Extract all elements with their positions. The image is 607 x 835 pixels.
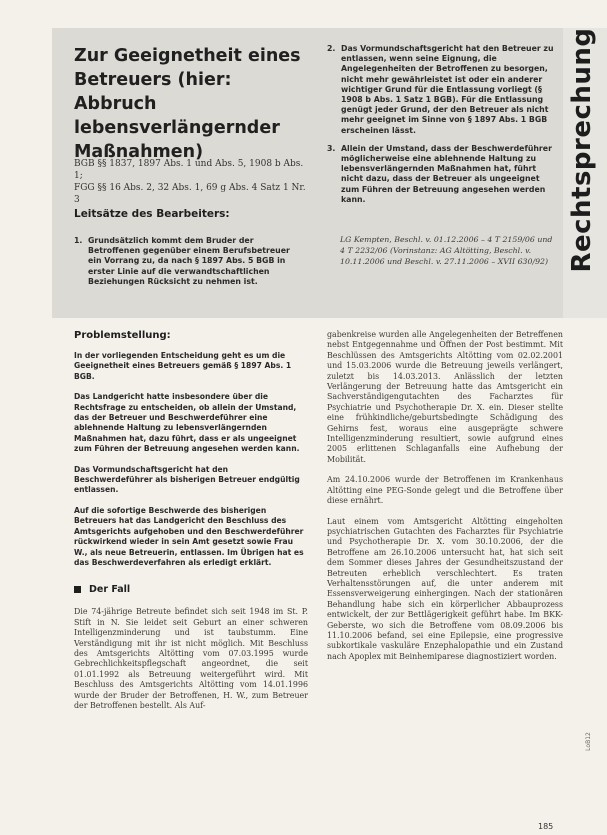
title-line: Maßnahmen) <box>74 142 204 162</box>
fall-paragraph: gabenkreise wurden alle Angelegenheiten der Betreffenen nebst Entgegennahme und Öffnen der Post bestimmt. Mit Beschlüssen des Amtsgerichts Altötting vom 02.02.2001 und 15.03.2006 wurde die Betreuung jeweils verlängert, zuletzt bis 14.03.2013. Anlässlich der letzten Verlängerung der Betreuung hatte das Amtsgericht ein Sachverständigengutachten des Facharztes für Psychiatrie und Psychotherapie Dr. X. ein. Dieser stellte eine frühkindliche/geburtsbedingte Schädigung des Gehirns fest, woraus eine ausgeprägte schwere Intelligenzminderung resultiert, sowie aufgrund eines 2005 erlittenen Schlaganfalls eine Aufhebung der Mobilität. <box>327 330 563 464</box>
section-heading-text: Der Fall <box>89 584 131 596</box>
law-reference-line: BGB §§ 1837, 1897 Abs. 1 und Abs. 5, 1908 b Abs. 1; <box>74 159 304 181</box>
court-reference: LG Kempten, Beschl. v. 01.12.2006 – 4 T 2159/06 und 4 T 2232/06 (Vorinstanz: AG Altötting, Beschl. v. 10.11.2006 und Beschl. v. 27.11.2006 – XVII 630/92) <box>340 235 553 266</box>
leitsatz-text: Das Vormundschaftsgericht hat den Betreuer zu entlassen, wenn seine Eignung, die Angelegenheiten der Betroffenen zu besorgen, nicht mehr gewährleistet ist oder ein anderer wichtiger Grund für die Entlassung vorliegt (§ 1908 b Abs. 1 Satz 1 BGB). Für die Entlassung genügt jeder Grund, der den Betreuer als nicht mehr geeignet im Sinne von § 1897 Abs. 1 BGB erscheinen lässt. <box>341 44 554 135</box>
title-line: Zur Geeignetheit eines <box>74 46 301 66</box>
problemstellung-heading: Problemstellung: <box>74 330 171 341</box>
leitsaetze-right <box>327 44 555 213</box>
leitsatz-number: 1. <box>74 236 83 245</box>
fall-paragraph: Am 24.10.2006 wurde der Betroffenen im Krankenhaus Altötting eine PEG-Sonde gelegt und die Betroffene über diese ernährt. <box>327 475 563 506</box>
problemstellung-paragraph: Auf die sofortige Beschwerde des bisherigen Betreuers hat das Landgericht den Beschluss des Amtsgerichts aufgehoben und den Beschwerdeführer rückwirkend wieder in sein Amt gesetzt sowie Frau W., als neue Betreuerin, entlassen. Im Übrigen hat es das Beschwerdeverfahren als erledigt erklärt. <box>74 505 304 567</box>
problemstellung-paragraph: In der vorliegenden Entscheidung geht es um die Geeignetheit eines Betreuers gemäß § 1897 Abs. 1 BGB. <box>74 351 292 381</box>
body-column-left <box>74 330 308 721</box>
article-title <box>74 44 314 164</box>
leitsatz-number: 2. <box>327 44 336 53</box>
fall-paragraph: Laut einem vom Amtsgericht Altötting eingeholten psychiatrischen Gutachten des Facharztes für Psychiatrie und Psychotherapie Dr. X. vom 30.10.2006, der die Betroffene am 26.10.2006 untersucht hat, hat sich seit dem Sommer dieses Jahres der Gesundheitszustand der Betreuten erheblich verschlechtert. Es traten Verhaltensstörungen auf, die unter anderem mit Essensverweigerung einhergingen. Nach der stationären Behandlung habe sich ein körperlicher Abbauprozess entwickelt, der zur Bettlägerigkeit geführt habe. Im BKK-Geberste, wo sich die Betroffene vom 08.09.2006 bis 11.10.2006 befand, sei eine Epilepsie, eine progressive subkortikale vaskuläre Enzephalopathie und ein Zustand nach Apoplex mit Beinhemiparese diagnostiziert worden. <box>327 516 563 661</box>
square-bullet-icon <box>74 586 81 593</box>
leitsatz-text: Allein der Umstand, dass der Beschwerdeführer möglicherweise eine ablehnende Haltung zu lebensverlängernden Maßnahmen hat, führt nicht dazu, dass der Betreuer als ungeeignet zum Führen der Betreuung angesehen werden kann. <box>341 143 552 204</box>
problemstellung-paragraph: Das Vormundschaftsgericht hat den Beschwerdeführer als bisherigen Betreuer endgültig entlassen. <box>74 464 300 495</box>
leitsaetze-left <box>74 236 306 295</box>
leitsatz-item <box>327 144 555 205</box>
leitsatz-item <box>74 236 306 287</box>
side-code: LoB12 <box>584 732 592 751</box>
law-references <box>74 158 314 206</box>
body-column-right <box>327 330 563 672</box>
page-number: 185 <box>538 822 554 831</box>
title-line: Betreuers (hier: Abbruch <box>74 70 232 114</box>
leitsatz-item <box>327 44 555 136</box>
leitsaetze-heading: Leitsätze des Bearbeiters: <box>74 208 230 220</box>
leitsatz-number: 3. <box>327 143 336 153</box>
section-heading-fall <box>74 584 308 595</box>
problemstellung-paragraph: Das Landgericht hatte insbesondere über die Rechtsfrage zu entscheiden, ob allein der Umstand, das der Betreuer und Beschwerdeführer eine ablehnende Haltung zu lebensverlängernden Maßnahmen hat, dazu führt, dass er als ungeeignet zum Führen der Betreuung angesehen werden kann. <box>74 392 300 454</box>
title-line: lebensverlängernder <box>74 118 280 138</box>
fall-paragraph: Die 74-jährige Betreute befindet sich seit 1948 im St. P. Stift in N. Sie leidet seit Geburt an einer schweren Intelligenzminderung und ist taubstumm. Eine Verständigung mit ihr ist nicht möglich. Mit Beschluss des Amtsgerichts Altötting vom 07.03.1995 wurde Gebrechlichkeitspflegschaft angeordnet, die seit 01.01.1992 als Betreuung weitergeführt wird. Mit Beschluss des Amtsgerichts Altötting vom 14.01.1996 wurde der Bruder der Betroffenen, H. W., zum Betreuer der Betroffenen bestellt. Als Auf- <box>74 607 308 710</box>
law-reference-line: FGG §§ 16 Abs. 2, 32 Abs. 1, 69 g Abs. 4 Satz 1 Nr. 3 <box>74 183 306 205</box>
section-title: Rechtsprechung <box>567 27 597 273</box>
leitsatz-text: Grundsätzlich kommt dem Bruder der Betroffenen gegenüber einem Berufsbetreuer ein Vorrang zu, da nach § 1897 Abs. 5 BGB in erster Linie auf die verwandtschaftlichen Beziehungen Rücksicht zu nehmen ist. <box>88 236 290 286</box>
